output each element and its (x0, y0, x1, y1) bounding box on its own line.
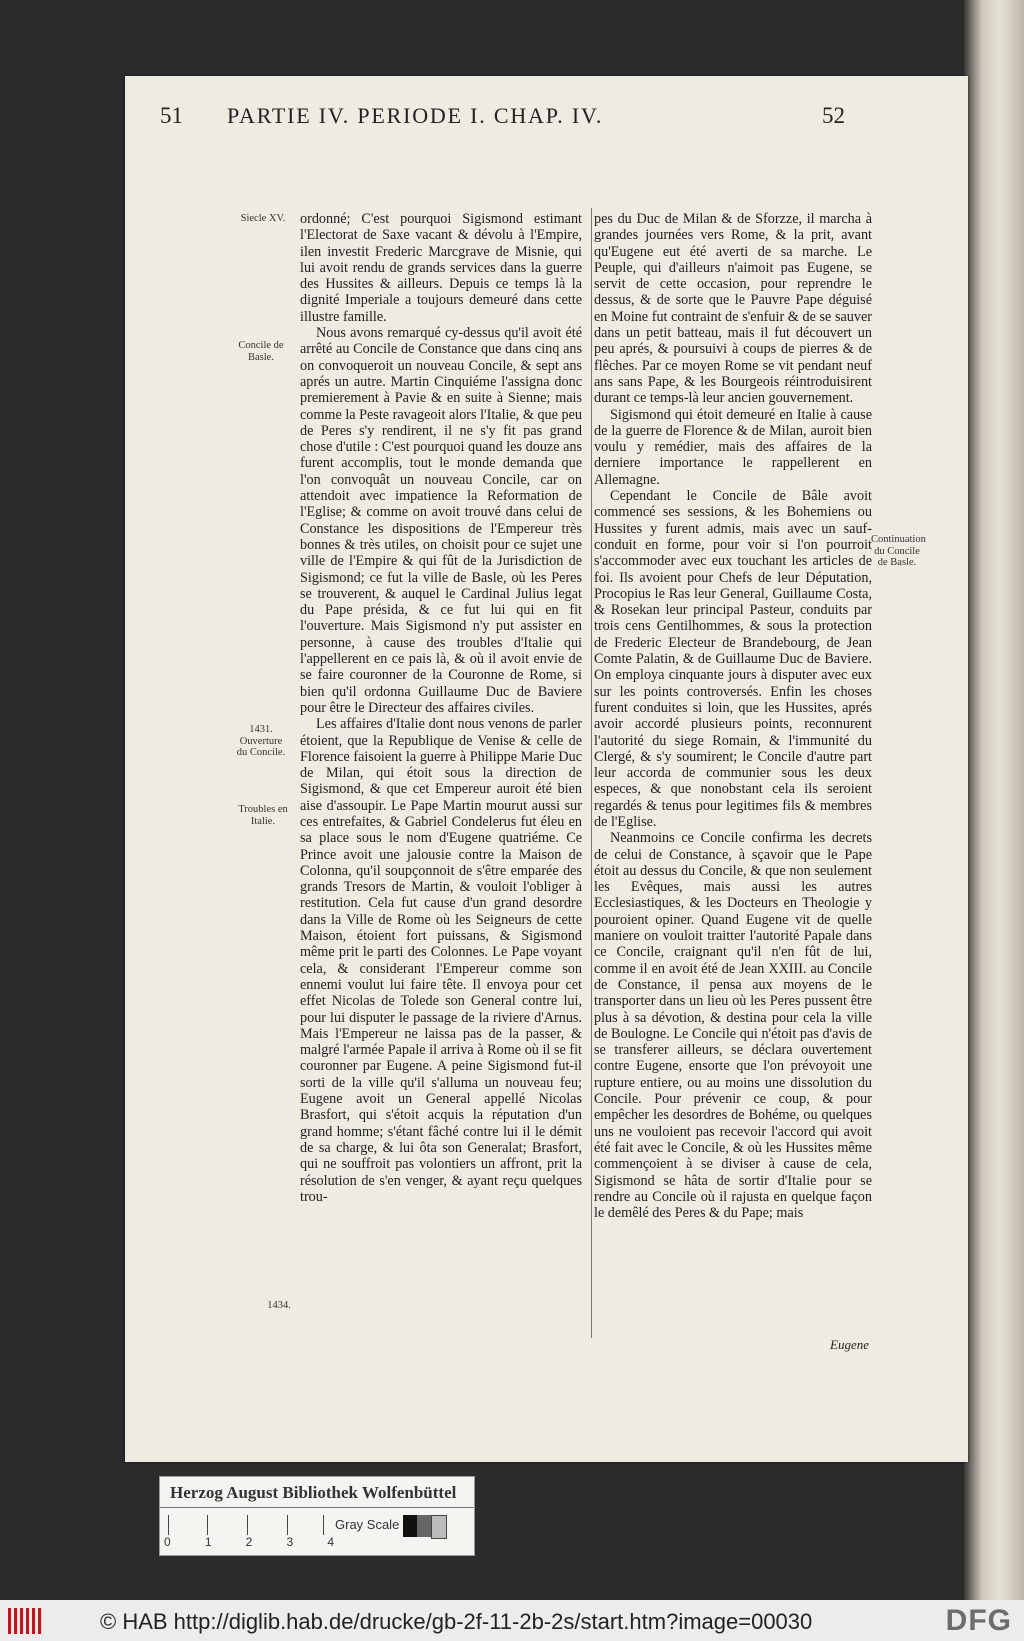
page-number-left: 51 (160, 103, 183, 128)
scale-num: 1 (204, 1535, 212, 1549)
scale-numbers (164, 1535, 334, 1549)
catchword: Eugene (830, 1337, 869, 1352)
dfg-logo: DFG (945, 1604, 1012, 1637)
paragraph: pes du Duc de Milan & de Sforzze, il marcha à grandes journées vers Rome, & la prit, avant qu'Eugene eut été averti de sa marche. Le Peuple, qui d'ailleurs n'aimoit pas Eugene, se servit de cette occasion, pour reprendre le dessus, & de sorte que le Pauvre Pape déguisé en Moine fut contraint de s'enfuir & de se sauver dans un petit batteau, mais il fut découvert un peu aprés, & poursuivi à coups de pierres & de flêches. Par ce moyen Rome se vit pendant neuf ans sans Pape, & les Bourgeois réintroduisirent durant ce temps-là leur ancien gouvernement. (594, 211, 872, 407)
text-column-left (300, 211, 582, 1205)
library-scale-label (159, 1476, 475, 1556)
footer-url-link[interactable]: © HAB http://diglib.hab.de/drucke/gb-2f-11-2b-2s/start.htm?image=00030 (100, 1609, 813, 1634)
paragraph: Neanmoins ce Concile confirma les decrets de celui de Constance, à sçavoir que le Pape étoit au dessus du Concile, & que non seulement les Evêques, mais aussi les autres Ecclesiastiques, & les Docteurs en Theologie y pouroient opiner. Quand Eugene vit de quelle maniere on vouloit traitter l'autorité Papale dans ce Concile, craignant qu'il n'en fût de lui, comme il en avoit été de Jean XXIII. au Concile de Constance, il pensa aux moyens de le transporter dans un lieu où les Peres pussent être plus à sa dévotion, & destina pour cela la ville de Boulogne. Le Concile qui n'étoit pas d'avis de se transferer ailleurs, se déclara ouvertement contre Eugene, ensorte que l'on prévoyoit une rupture entiere, ou au moins une dissolution du Concile. Pour prévenir ce coup, & pour empêcher les desordres de Bohéme, ou quelques uns ne vouloient pas recevoir l'accord qui avoit été fait avec le Concile, & où les Hussites même commençoient à se diviser à cause de cela, Sigismond se hâta de sortir d'Italie pour se rendre au Concile où il rajusta en quelque façon le demêlé des Peres & du Pape; mais (594, 830, 872, 1222)
library-name: Herzog August Bibliothek Wolfenbüttel (170, 1483, 457, 1502)
sidenote-troubles: Troubles en Italie. (238, 804, 288, 827)
gray-scale-label: Gray Scale (335, 1517, 400, 1532)
scale-num: 3 (286, 1535, 294, 1549)
sidenote-1434: 1434. (267, 1300, 291, 1311)
scale-num: 2 (245, 1535, 253, 1549)
scale-bar (168, 1515, 324, 1535)
gray-swatch-light (431, 1515, 447, 1539)
gray-swatch-dark (417, 1515, 431, 1537)
gray-swatch-black (403, 1515, 417, 1537)
column-divider (591, 208, 592, 1338)
paragraph: Sigismond qui étoit demeuré en Italie à cause de la guerre de Florence & de Milan, auroit bien voulu y remédier, mais des affaires de la derniere importance le rappellerent en Allemagne. (594, 406, 872, 488)
page-number-right: 52 (822, 103, 845, 128)
footer-bar (0, 1600, 1024, 1641)
scale-num: 4 (327, 1535, 334, 1549)
paragraph: Nous avons remarqué cy-dessus qu'il avoit été arrêté au Concile de Constance que dans cinq ans on convoqueroit un nouveau Concile, & sept ans aprés un autre. Martin Cinquiéme l'assigna donc premierement à Pavie & en suite à Sienne; mais comme la Peste ravageoit alors l'Italie, & que peu de Peres s'y rendirent, il ne s'y fit pas grand chose d'utile : C'est pourquoi quand les douze ans furent accomplis, tout le monde demanda que l'on convoquât un nouveau Concile, car on attendoit avec impatience la Reformation de l'Eglise; & comme on avoit trouvé dans celui de Constance les dispositions de l'Empereur très bonnes & très utiles, on choisit pour ce sujet une ville de l'Empire & qui fût de la Jurisdiction de Sigismond; ce fut la ville de Basle, où les Peres se trouverent, & auquel le Cardinal Julius legat du Pape présida, & ce fut lui qui en fit l'ouverture. Mais Sigismond n'y put assister en personne, à cause des troubles d'Italie qui l'appellerent en ce pais là, & où il avoit envie de se faire couronner de la Couronne de Rome, si bien qu'il ordonna Guillaume Duc de Baviere pour être le Directeur des affaires civiles. (300, 325, 582, 716)
hab-logo-icon (8, 1608, 46, 1634)
adjacent-page-edge (964, 0, 1024, 1600)
running-header (160, 103, 845, 129)
text-column-right (594, 211, 872, 1221)
running-title: PARTIE IV. PERIODE I. CHAP. IV. (227, 103, 604, 128)
sidenote-siecle: Siecle XV. (240, 213, 286, 224)
label-divider (160, 1507, 474, 1508)
paragraph: ordonné; C'est pourquoi Sigismond estimant l'Electorat de Saxe vacant & dévolu à l'Empire, ilen investit Frederic Marcgrave de Misnie, qui lui avoit rendu de grands services dans la guerre des Hussites & ailleurs. Depuis ce temps là la dignité Imperiale a toujours demeuré dans cette illustre famille. (300, 211, 582, 325)
sidenote-concile-basle: Concile de Basle. (238, 340, 284, 363)
sidenote-ouverture: 1431. Ouverture du Concile. (236, 724, 286, 758)
sidenote-continuation: Continuation du Concile de Basle. (871, 534, 926, 568)
paragraph: Les affaires d'Italie dont nous venons de parler étoient, que la Republique de Venise & celle de Florence faisoient la guerre à Philippe Marie Duc de Milan, qui étoit sous la direction de Sigismond, & que cet Empereur auroit été bien aise d'assoupir. Le Pape Martin mourut aussi sur ces entrefaites, & Gabriel Condelerus fut éleu en sa place sous le nom d'Eugene quatriéme. Ce Prince avoit une jalousie contre la Maison de Colonna, qu'il soupçonnoit de s'être emparée des grands Tresors de Martin, & vouloit l'obliger à restitution. Cela fut cause d'un grand desordre dans la Ville de Rome où les Seigneurs de cette Maison, étoient fort puissans, & Sigismond même prit le parti des Colonnes. Le Pape voyant cela, & considerant l'Empereur comme son ennemi voulut lui faire tête. Il envoya pour cet effet Nicolas de Tolede son General contre lui, pour lui disputer le passage de la riviere d'Arnus. Mais l'Empereur ne laissa pas de la passer, & malgré l'armée Papale il arriva à Rome où il se fit couronner par Eugene. A peine Sigismond fut-il sorti de la ville qu'il s'alluma un nouveau feu; Eugene avoit un General appellé Nicolas Brasfort, qui s'étoit acquis la réputation d'un grand homme; s'étant fâché contre lui il le démit de sa charge, & lui ôta son Generalat; Brasfort, qui ne souffroit pas volontiers un affront, prit la résolution de s'en venger, & ayant reçu quelques trou- (300, 716, 582, 1205)
paragraph: Cependant le Concile de Bâle avoit commencé ses sessions, & les Bohemiens ou Hussites y furent admis, mais avec un sauf-conduit en forme, pour voir si l'on pourroit s'accommoder avec eux touchant les articles de foi. Ils avoient pour Chefs de leur Députation, Procopius le Ras leur General, Guillaume Costa, & Rosekan leur principal Pasteur, conduits par trois cens Gentilhommes, & sous la protection de Frederic Electeur de Brandebourg, de Jean Comte Palatin, & de Guillaume Duc de Baviere. On employa cinquante jours à disputer avec eux sur les points controversés. Enfin les choses furent conduites si loin, que les Hussites, aprés avoir accordé plusieurs points, reconnurent l'autorité du siege Romain, & l'immunité du Clergé, & s'y soumirent; le Concile d'autre part leur accorda de communier sous les deux especes, & que nonobstant cela ils seroient regardés & tenus pour legitimes fils & membres de l'Eglise. (594, 488, 872, 830)
scale-num: 0 (164, 1535, 171, 1549)
